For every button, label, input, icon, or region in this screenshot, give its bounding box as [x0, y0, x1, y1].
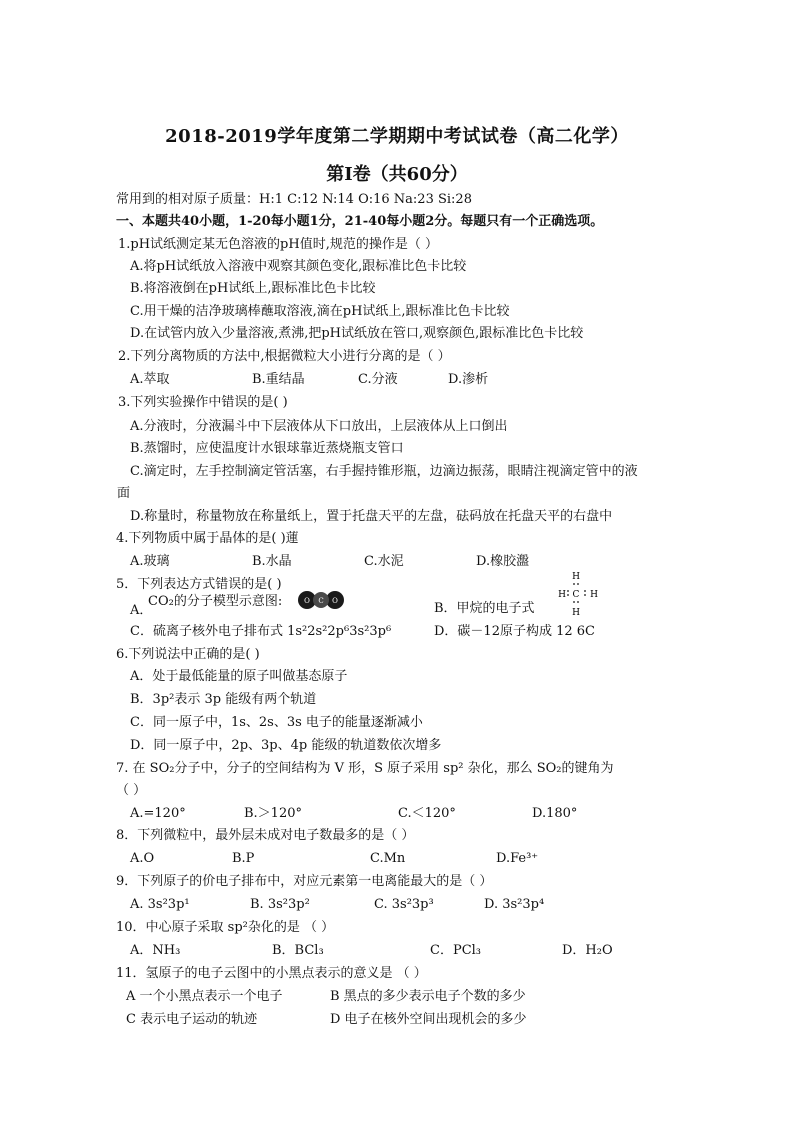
q2-option-a: A.萃取 — [130, 372, 170, 387]
q10-option-c: C．PCl₃ — [430, 943, 482, 958]
q8-option-b: B.P — [232, 851, 255, 866]
q5-option-a-text: CO₂的分子模型示意图: — [148, 594, 283, 609]
q8-option-a: A.O — [130, 851, 155, 866]
q4-option-a: A.玻璃 — [130, 554, 170, 569]
q1-option-c: C.用干燥的洁净玻璃棒蘸取溶液,滴在pH试纸上,跟标准比色卡比较 — [130, 304, 510, 319]
q11-option-b: B 黑点的多少表示电子个数的多少 — [330, 989, 526, 1004]
q5-option-a-label: A． — [130, 603, 153, 618]
q4-option-b: B.水晶 — [252, 554, 292, 569]
q5-stem: 5．下列表达方式错误的是( ) — [116, 577, 282, 592]
q9-option-a: A. 3s²3p¹ — [130, 897, 190, 912]
q3-stem: 3.下列实验操作中错误的是( ) — [118, 395, 288, 410]
q6-option-b: B．3p²表示 3p 能级有两个轨道 — [130, 692, 317, 707]
q8-option-d: D.Fe³⁺ — [496, 851, 539, 866]
q7-option-d: D.180° — [532, 806, 578, 821]
q5-option-c: C．硫离子核外电子排布式 1s²2s²2p⁶3s²3p⁶ — [130, 624, 392, 639]
methane-atom-h-bottom: H — [572, 608, 580, 618]
q6-option-d: D．同一原子中，2p、3p、4p 能级的轨道数依次增多 — [130, 738, 442, 753]
methane-atom-h-right: H — [590, 590, 598, 600]
q11-option-c: C 表示电子运动的轨迹 — [126, 1012, 258, 1027]
q3-option-d: D.称量时，称量物放在称量纸上，置于托盘天平的左盘，砝码放在托盘天平的右盘中 — [130, 509, 613, 524]
q2-stem: 2.下列分离物质的方法中,根据微粒大小进行分离的是（ ） — [118, 349, 451, 364]
q5-option-b: B．甲烷的电子式 — [434, 601, 535, 616]
exam-title: 2018-2019学年度第二学期期中考试试卷（高二化学） — [165, 126, 629, 147]
q4-stem: 4.下列物质中属于晶体的是( )蓮 — [116, 531, 299, 546]
q6-option-a: A．处于最低能量的原子叫做基态原子 — [130, 669, 348, 684]
q11-option-a: A 一个小黑点表示一个电子 — [126, 989, 283, 1004]
q7-stem-cont: （ ） — [116, 783, 147, 798]
methane-atom-c: C — [572, 590, 580, 600]
q8-stem: 8．下列微粒中，最外层未成对电子数最多的是（ ） — [116, 828, 415, 843]
co2-atom-c: C — [318, 597, 324, 605]
q1-option-a: A.将pH试纸放入溶液中观察其颜色变化,跟标准比色卡比较 — [130, 259, 467, 274]
q4-option-d: D.橡胶瀊 — [476, 554, 530, 569]
q7-stem: 7. 在 SO₂分子中，分子的空间结构为 V 形，S 原子采用 sp² 杂化，那么 SO₂的键角为 — [116, 761, 614, 776]
co2-atom-o2: O — [332, 597, 338, 605]
q2-option-d: D.渗析 — [448, 372, 489, 387]
q11-option-d: D 电子在核外空间出现机会的多少 — [330, 1012, 527, 1027]
exam-subtitle: 第Ⅰ卷（共60分） — [326, 164, 468, 185]
q7-option-c: C.＜120° — [398, 806, 456, 821]
q1-stem: 1.pH试纸测定某无色溶液的pH值时,规范的操作是（ ） — [118, 237, 438, 252]
q10-option-d: D．H₂O — [562, 943, 613, 958]
q8-option-c: C.Mn — [370, 851, 406, 866]
q7-option-b: B.＞120° — [244, 806, 302, 821]
q9-option-d: D. 3s²3p⁴ — [484, 897, 545, 912]
q1-option-d: D.在试管内放入少量溶液,煮沸,把pH试纸放在管口,观察颜色,跟标准比色卡比较 — [130, 326, 584, 341]
q1-option-b: B.将溶液倒在pH试纸上,跟标准比色卡比较 — [130, 281, 376, 296]
q6-stem: 6.下列说法中正确的是( ) — [116, 647, 260, 662]
q2-option-b: B.重结晶 — [252, 372, 305, 387]
co2-molecule-model — [296, 589, 346, 611]
q3-option-b: B.蒸馏时，应使温度计水银球靠近蒸烧瓶支管口 — [130, 441, 404, 456]
q11-stem: 11．氢原子的电子云图中的小黑点表示的意义是 （ ） — [116, 966, 427, 981]
methane-atom-h-left: H — [558, 590, 566, 600]
methane-electron-formula — [556, 570, 608, 618]
methane-atom-h-top: H — [572, 572, 580, 582]
q3-option-a: A.分液时，分液漏斗中下层液体从下口放出，上层液体从上口倒出 — [130, 419, 508, 434]
q10-option-b: B．BCl₃ — [272, 943, 324, 958]
q6-option-c: C．同一原子中，1s、2s、3s 电子的能量逐渐减小 — [130, 715, 423, 730]
q2-option-c: C.分液 — [358, 372, 398, 387]
q3-option-c-cont: 面 — [117, 486, 131, 501]
section-heading: 一、本题共40小题，1-20每小题1分，21-40每小题2分。每题只有一个正确选项。 — [116, 214, 604, 229]
q9-stem: 9．下列原子的价电子排布中，对应元素第一电离能最大的是（ ） — [116, 874, 493, 889]
q3-option-c: C.滴定时，左手控制滴定管活塞，右手握持锥形瓶，边滴边振荡，眼睛注视滴定管中的液 — [130, 464, 638, 479]
q7-option-a: A.=120° — [130, 806, 186, 821]
q5-option-d: D．碳－12原子构成 12 6C — [434, 624, 595, 639]
q9-option-c: C. 3s²3p³ — [374, 897, 434, 912]
q9-option-b: B. 3s²3p² — [250, 897, 310, 912]
co2-atom-o1: O — [304, 597, 310, 605]
atomic-masses: 常用到的相对原子质量：H:1 C:12 N:14 O:16 Na:23 Si:28 — [116, 192, 472, 207]
q4-option-c: C.水泥 — [364, 554, 404, 569]
q10-stem: 10．中心原子采取 sp²杂化的是 （ ） — [116, 920, 335, 935]
q10-option-a: A．NH₃ — [130, 943, 181, 958]
